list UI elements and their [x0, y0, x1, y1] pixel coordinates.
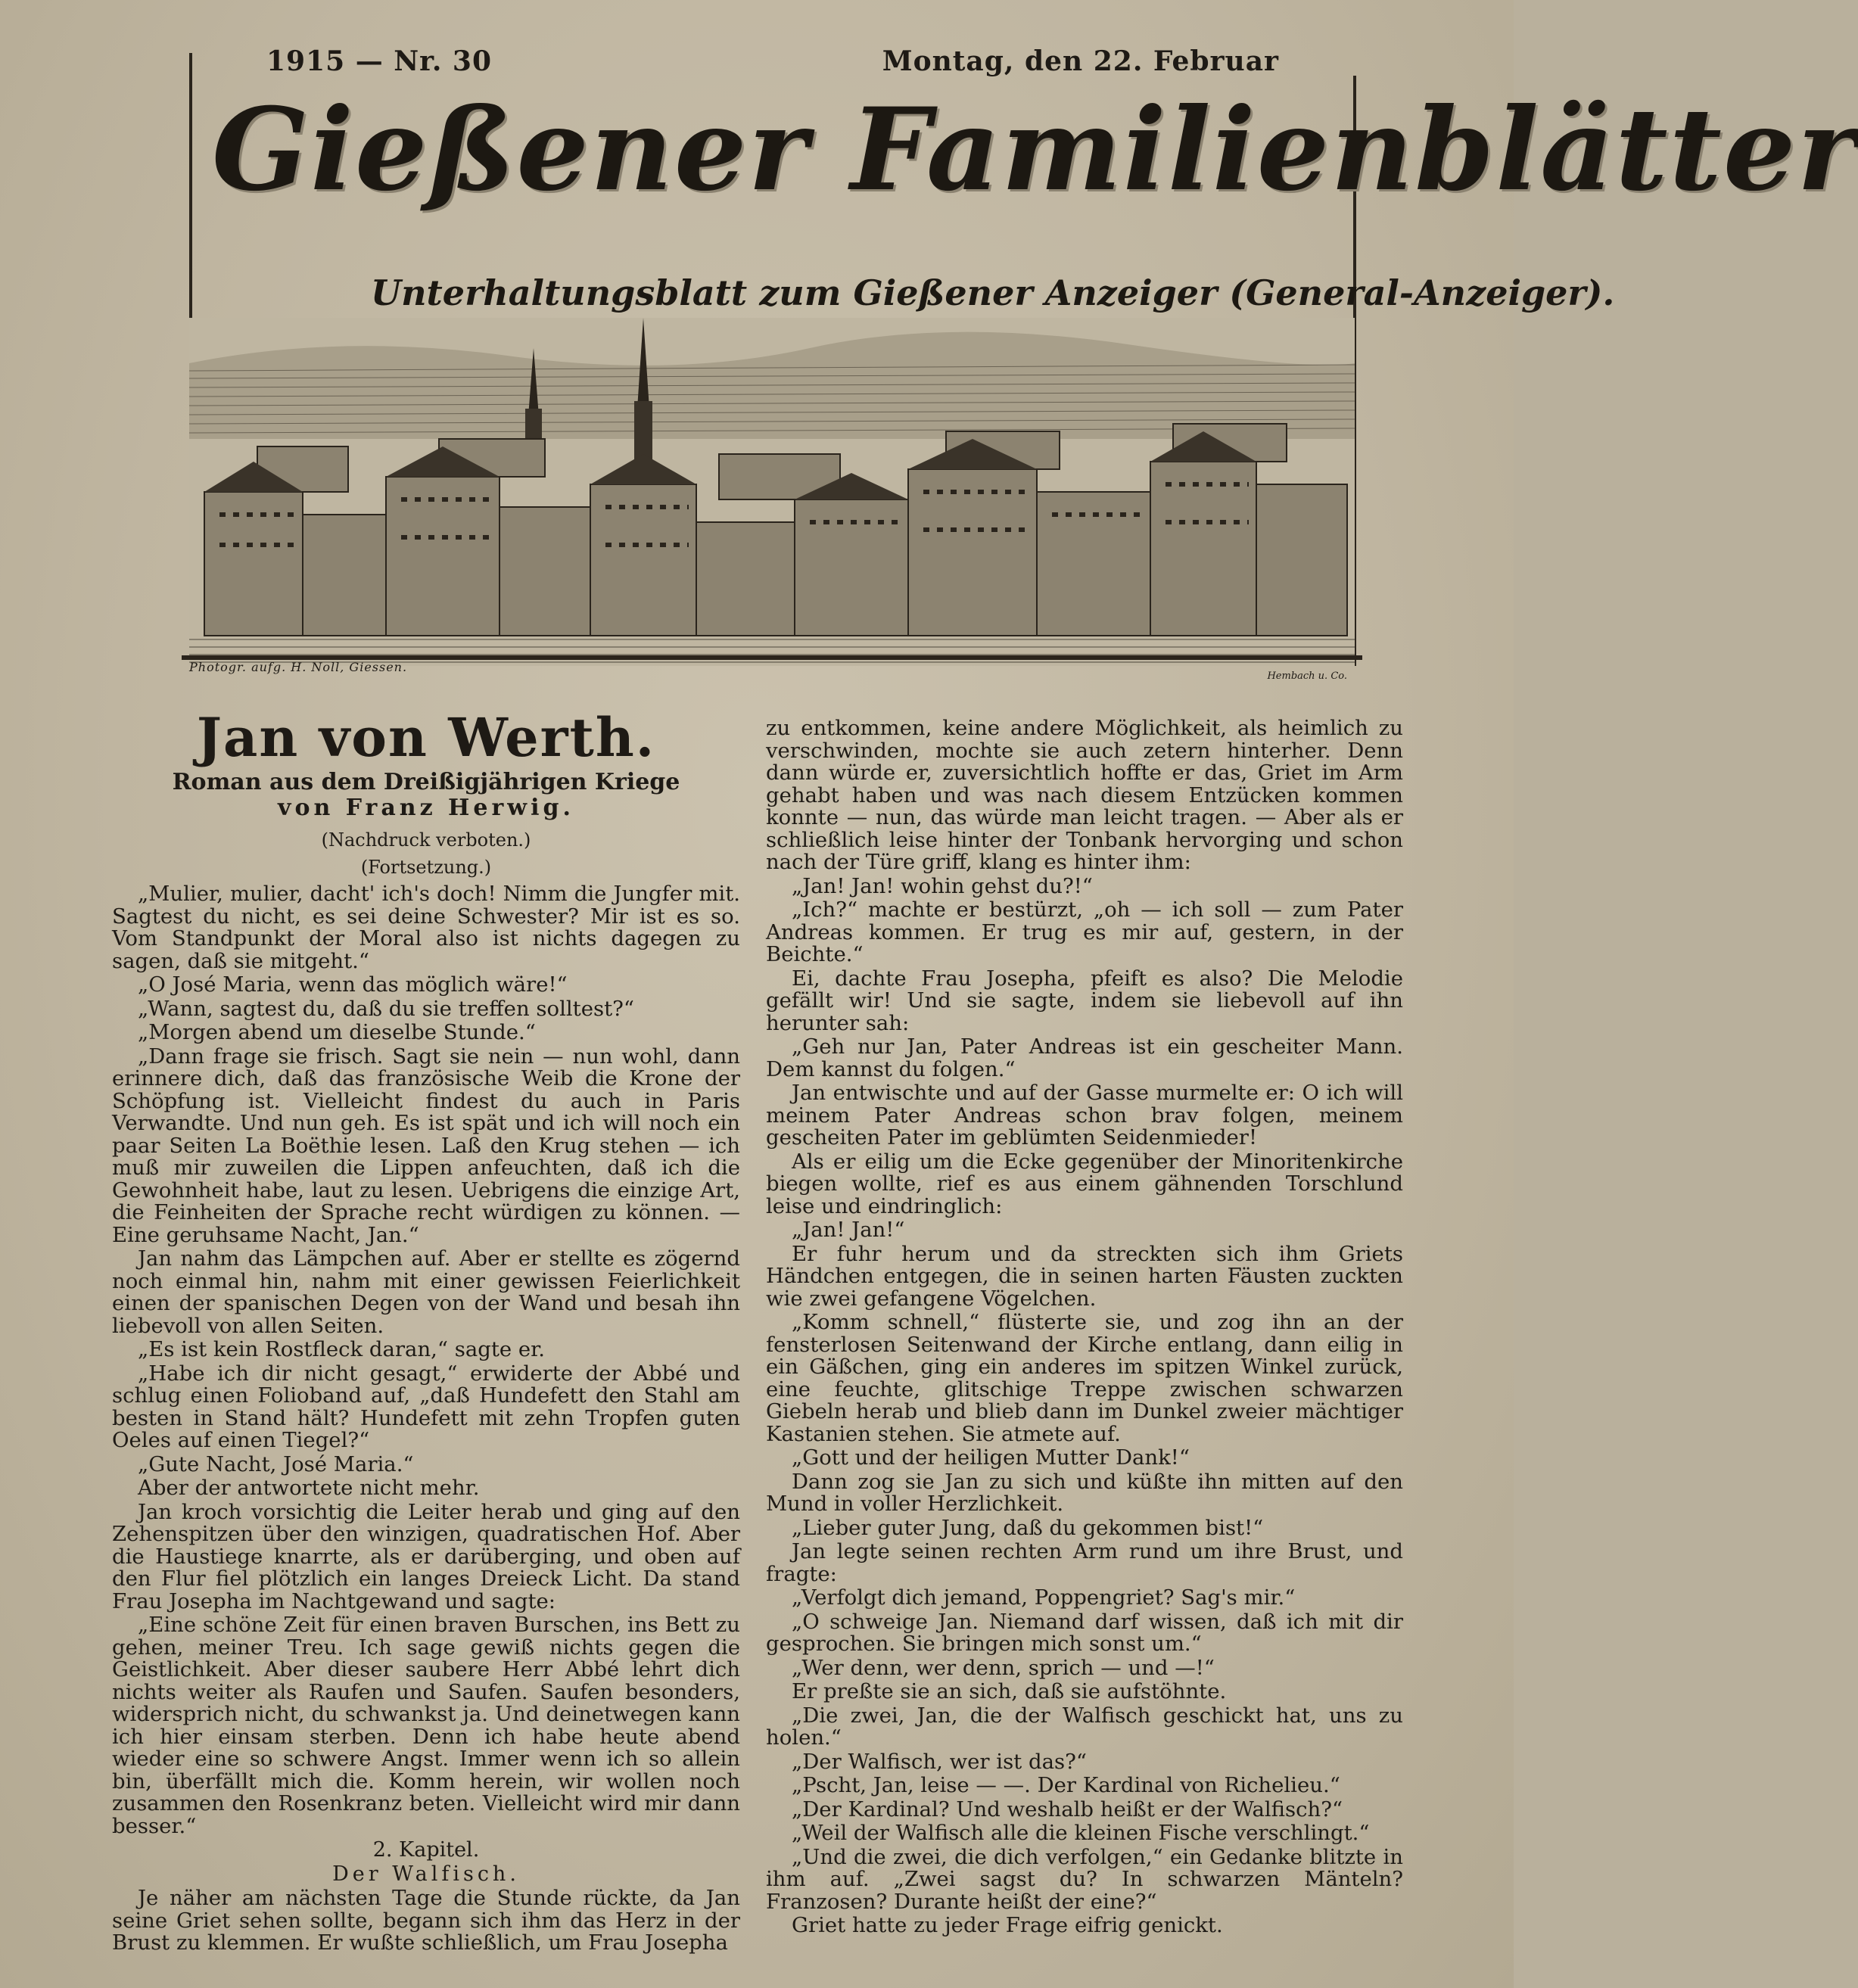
reprint-notice: (Nachdruck verboten.) [321, 829, 531, 851]
paragraph: „Pscht, Jan, leise — —. Der Kardinal von Richelieu.“ [792, 1773, 1340, 1797]
article-author: von Franz Herwig. [278, 795, 574, 821]
left-paragraphs [112, 883, 740, 1837]
paragraph: „O José Maria, wenn das möglich wäre!“ [138, 972, 568, 997]
paragraph: „Wer denn, wer denn, sprich — und —!“ [792, 1655, 1215, 1680]
paragraph: Als er eilig um die Ecke gegenüber der Minoritenkirche biegen wollte, rief es aus einem gähnenden Torschlund leise und eindringlich: [766, 1149, 1403, 1218]
paragraph: „Der Kardinal? Und weshalb heißt er der Walfisch?“ [792, 1797, 1343, 1822]
paragraph: Dann zog sie Jan zu sich und küßte ihn mitten auf den Mund in voller Herzlichkeit. [766, 1469, 1403, 1516]
paragraph: „Gott und der heiligen Mutter Dank!“ [792, 1445, 1190, 1470]
paragraph: „Habe ich dir nicht gesagt,“ erwiderte der Abbé und schlug einen Folioband auf, „daß Hundefett den Stahl am besten in Stand hält? Hundefett mit zehn Tropfen guten Oeles auf einen Tiegel?“ [112, 1361, 740, 1452]
paragraph: Er preßte sie an sich, daß sie aufstöhnte. [792, 1679, 1227, 1703]
paragraph: „Jan! Jan!“ [792, 1218, 905, 1242]
paragraph: „Gute Nacht, José Maria.“ [138, 1451, 414, 1476]
chapter-title: Der Walfisch. [332, 1862, 520, 1886]
photo-credit: Photogr. aufg. H. Noll, Giessen. [189, 660, 408, 674]
paragraph: Jan legte seinen rechten Arm rund um ihre Brust, und fragte: [766, 1539, 1403, 1586]
paragraph: Jan kroch vorsichtig die Leiter herab und ging auf den Zehenspitzen über den winzigen, quadratischen Hof. Aber die Haustiege knarrte, als er darüberging, und oben auf den Flur fiel plötzlich ein langes Dreieck Licht. Da stand Frau Josepha im Nachtgewand und sagte: [112, 1499, 740, 1613]
issue-date: Montag, den 22. Februar [882, 45, 1279, 77]
paragraph: zu entkommen, keine andere Möglichkeit, als heimlich zu verschwinden, mochte sie auch zetern hinterher. Denn dann würde er, zuversichtlich hoffte er das, Griet im Arm gehabt haben und was nach diesem Entzücken kommen konnte — nun, das würde man leicht tragen. — Aber als er schließlich leise hinter der Tonbank hervorging und schon nach der Türe griff, klang es hinter ihm: [766, 716, 1403, 874]
paragraph: „Lieber guter Jung, daß du gekommen bist!“ [792, 1515, 1264, 1540]
paragraph: „Weil der Walfisch alle die kleinen Fische verschlingt.“ [792, 1821, 1370, 1845]
masthead [182, 30, 1858, 682]
paragraph: Jan nahm das Lämpchen auf. Aber er stellte es zögernd noch einmal hin, nahm mit einer gewissen Feierlichkeit einen der spanischen Degen von der Wand und besah ihn liebevoll von allen Seiten. [112, 1246, 740, 1338]
paragraph: „Mulier, mulier, dacht' ich's doch! Nimm die Jungfer mit. Sagtest du nicht, es sei deine Schwester? Mir ist es so. Vom Standpunkt der Moral also ist nichts dagegen zu sagen, daß sie mitgeht.“ [112, 882, 740, 973]
paragraph: „Jan! Jan! wohin gehst du?!“ [792, 873, 1093, 898]
paragraph: „Geh nur Jan, Pater Andreas ist ein gescheiter Mann. Dem kannst du folgen.“ [766, 1034, 1403, 1081]
paragraph: „Ich?“ machte er bestürzt, „oh — ich soll — zum Pater Andreas kommen. Er trug es mir auf, gestern, in der Beichte.“ [766, 898, 1403, 966]
paragraph: „Eine schöne Zeit für einen braven Burschen, ins Bett zu gehen, meiner Treu. Ich sage gewiß nichts gegen die Geistlichkeit. Aber dieser saubere Herr Abbé lehrt dich nichts weiter als Raufen und Saufen. Saufen besonders, widersprich nicht, du schwankst ja. Und deinetwegen kann ich hier einsam sterben. Denn ich habe heute abend wieder eine so schwere Angst. Immer wenn ich so allein bin, überfällt mich die. Komm herein, wir wollen noch zusammen den Rosenkranz beten. Vielleicht wird mir dann besser.“ [112, 1613, 740, 1838]
paragraph: Aber der antwortete nicht mehr. [138, 1476, 480, 1500]
column-right [766, 717, 1403, 1939]
paragraph: Je näher am nächsten Tage die Stunde rückte, da Jan seine Griet sehen sollte, begann sich ihm das Herz in der Brust zu klemmen. Er wußte schließlich, um Frau Josepha [112, 1886, 740, 1955]
paragraph: „Die zwei, Jan, die der Walfisch geschickt hat, uns zu holen.“ [766, 1703, 1403, 1750]
column-left [112, 708, 740, 1956]
masthead-title: Gießener Familienblätter [212, 83, 1858, 216]
article-title: Jan von Werth. [196, 706, 656, 769]
continued-notice: (Fortsetzung.) [360, 857, 492, 878]
paragraph: Ei, dachte Frau Josepha, pfeift es also? Die Melodie gefällt wir! Und sie sagte, indem sie liebevoll auf ihn herunter sah: [766, 966, 1403, 1035]
engraver-credit: Hembach u. Co. [1267, 670, 1347, 682]
chapter-heading: 2. Kapitel. [372, 1838, 480, 1862]
paragraph: Griet hatte zu jeder Frage eifrig genickt. [792, 1913, 1223, 1937]
paragraph: „O schweige Jan. Niemand darf wissen, daß ich mit dir gesprochen. Sie bringen mich sonst um.“ [766, 1609, 1403, 1656]
paragraph: „Dann frage sie frisch. Sagt sie nein — nun wohl, dann erinnere dich, daß das französische Weib die Krone der Schöpfung ist. Vielleicht findest du auch in Paris Verwandte. Und nun geh. Es ist spät und ich will noch ein paar Seiten La Boëthie lesen. Laß den Krug stehen — ich muß mir zuweilen die Lippen anfeuchten, daß ich die Gewohnheit habe, laut zu lesen. Uebrigens die einzige Art, die Feinheiten der Sprache recht würdigen zu können. — Eine geruhsame Nacht, Jan.“ [112, 1044, 740, 1247]
masthead-subtitle: Unterhaltungsblatt zum Gießener Anzeiger (General-Anzeiger). [371, 272, 1615, 313]
townscape-engraving [189, 318, 1355, 666]
paragraph: „Komm schnell,“ flüsterte sie, und zog ihn an der fensterlosen Seitenwand der Kirche entlang, dann eilig in ein Gäßchen, ging ein anderes im spitzen Winkel zurück, eine feuchte, glitschige Treppe zwischen schwarzen Giebeln herab und blieb dann im Dunkel zweier mächtiger Kastanien stehen. Sie atmete auf. [766, 1310, 1403, 1446]
paragraph: „Es ist kein Rostfleck daran,“ sagte er. [138, 1337, 546, 1361]
paragraph: Er fuhr herum und da streckten sich ihm Griets Händchen entgegen, die in seinen harten Fäusten zuckten wie zwei gefangene Vögelchen. [766, 1241, 1403, 1311]
paragraph: Jan entwischte und auf der Gasse murmelte er: O ich will meinem Pater Andreas schon brav folgen, meinem gescheiten Pater im geblümten Seidenmieder! [766, 1081, 1403, 1150]
article-subtitle: Roman aus dem Dreißigjährigen Kriege [172, 769, 680, 795]
paragraph: „Der Walfisch, wer ist das?“ [792, 1749, 1087, 1774]
paragraph: „Und die zwei, die dich verfolgen,“ ein Gedanke blitzte in ihm auf. „Zwei sagst du? In schwarzen Mänteln? Franzosen? Durante heißt der eine?“ [766, 1844, 1403, 1914]
paragraph: „Wann, sagtest du, daß du sie treffen solltest?“ [138, 996, 634, 1021]
issue-number: 1915 — Nr. 30 [266, 45, 492, 77]
paragraph: „Verfolgt dich jemand, Poppengriet? Sag's mir.“ [792, 1585, 1296, 1610]
paragraph: „Morgen abend um dieselbe Stunde.“ [138, 1020, 536, 1044]
